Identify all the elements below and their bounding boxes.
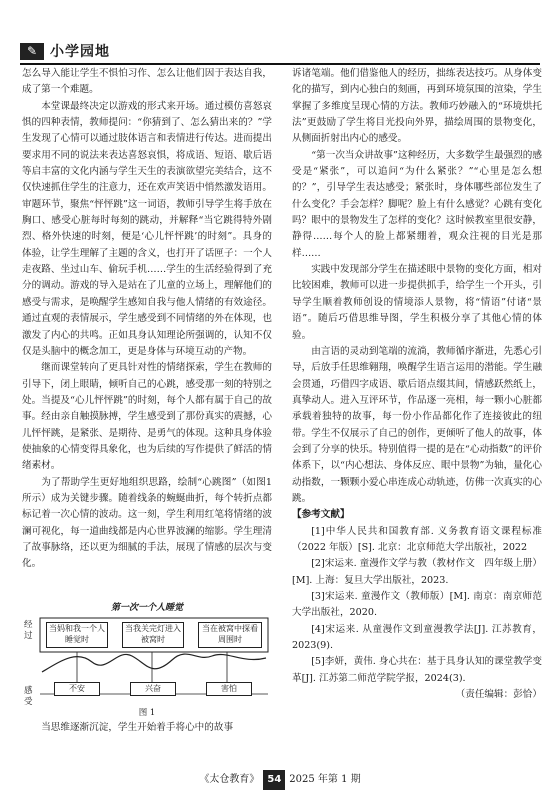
journal-name: 《太仓教育》 (199, 774, 260, 785)
figure-caption: 图 1 (138, 708, 156, 718)
paragraph: 怎么导入能让学生不惧怕习作、怎么让他们因于表达自我，成了第一个难题。 (22, 68, 272, 96)
paragraph: 由言语的灵动到笔端的流淌，教师循序渐进，先悉心引导，后放手任思维翱翔，唤醒学生语言运用的潜能。学生融会贯通，巧借四字成语、歇后语点缀其间，情感跃然纸上，真挚动人。进入互评环节，作品逐一亮相，每一颗小心脏都承载着独特的故事，每一份小作品都化作了连接彼此的纽带。学生不仅展示了自己的创作，更倾听了他人的故事，体会到了分享的快乐。特别值得一提的是在“心动指数”的评价体系下，以“内心想法、身体反应、眼中景物”为轴，量化心动指数，一颗颗小爱心串连成心动轨迹，仿佛一次真实的心跳。 (292, 345, 542, 504)
figure-side-top: 经过 (24, 620, 33, 641)
paragraph: 本堂课最终决定以游戏的形式来开场。通过模仿喜怒哀惧的四种表情，教师提问：“你猜到了、怎么猜出来的？”学生发现了心情可以通过肢体语言和表情进行传达。进而提出要求用不同的说法来表达喜怒哀惧，将成语、短语、歇后语等启丰富的文化内涵与学生天生的表演欲望完美结合，这不仅快速抓住学生的注意力，还在欢声笑语中悄然激发语用。审题环节，聚焦“怦怦跳”这一词语，教师引导学生将手放在胸口、感受心脏每时每刻的跳动，并解释“当它跳得特外剧烈、格外快速的时刻，便是‘心儿怦怦跳’的时刻”。具身的体验，让学生理解了主题的含义，也打开了话匣子：一个人走夜路、坐过山车、偷玩手机……学生的生活经验得到了充分的调动。游戏的导入是站在了儿童的立场上，理解他们的感受与需求，是唤醒学生感知自我与他人情绪的有效途径。通过直观的表情展示，学生感受到不同情绪的外在体现，也激发了内心的共鸣。正如具身认知理论所强调的，认知不仅仅是头脑中的概念加工，更是身体与环境互动的产物。 (22, 100, 272, 357)
reference-item: [3]宋运来. 童漫作文（教师版）[M]. 南京：南京师范大学出版社，2020. (292, 591, 542, 619)
page-header (20, 42, 540, 64)
reference-item: [1]中华人民共和国教育部. 义务教育语文课程标准（2022 年版）[S]. 北京：北京师范大学出版社，2022 (292, 525, 542, 553)
page-footer (0, 770, 560, 790)
issue-label: 2025 年第 1 期 (289, 774, 361, 785)
references-title: 【参考文献】 (292, 509, 350, 521)
left-column (22, 66, 272, 573)
left-column-bottom (22, 720, 272, 736)
paragraph: 当思维逐渐沉淀，学生开始着手将心中的故事 (41, 722, 234, 733)
feeling-box-3: 害怕 (206, 682, 252, 696)
figure-side-bottom: 感受 (24, 686, 33, 707)
page-number: 54 (263, 770, 285, 790)
header-rule (20, 63, 540, 65)
figure-box-3: 当在被窝中探看周围时 (198, 622, 262, 648)
paragraph: 继而课堂转向了更具针对性的情绪探索，学生在教师的引导下，闭上眼睛，倾听自己的心跳，感受那一刻的特别之处。当提及“心儿怦怦跳”的时刻，每个人都有属于自己的故事。经由亲自触摸脉搏，学生感受到了那份真实的震撼，心儿怦怦跳，是紧张、是期待、是勇气的体现。这种具身体验使抽象的心情变得具象化，也为后续的写作提供了鲜活的情绪素材。 (22, 362, 272, 472)
right-column (292, 66, 542, 703)
reference-item: [2]宋运来. 童漫作文学与教（教材作文 四年级上册）[M]. 上海：复旦大学出版社，2023. (292, 558, 542, 586)
paragraph: “第一次当众讲故事”这种经历，大多数学生最强烈的感受是“紧张”，可以追问“为什么紧张？”“心里是怎么想的？”，引导学生表达感受；紧张时，身体哪些部位发生了什么变化？手会怎样？脚呢？脸上有什么感觉？心跳有变化吗？眼中的景物发生了怎样的变化？这时候教室里很安静，静得……每个人的脸上都紧绷着，观众注视的目光是那样…… (292, 149, 542, 259)
feeling-box-2: 兴奋 (130, 682, 176, 696)
figure-title: 第一次一个人睡觉 (110, 603, 183, 613)
figure-box-1: 当妈和我一个人睡觉时 (46, 622, 108, 648)
feeling-box-1: 不安 (54, 682, 100, 696)
paragraph: 诉诸笔端。他们借鉴他人的经历，拙练表达技巧。从身体变化的描写，到内心独白的刻画，再到环境氛围的渲染，学生掌握了多维度呈现心情的方法。教师巧妙融入的“环境烘托法”更鼓励了学生将目光投向外界，描绘周围的景物变化，从侧面折射出内心的感受。 (292, 68, 542, 145)
editor-credit: （责任编辑：彭恰） (455, 689, 542, 701)
reference-item: [4]宋运来. 从童漫作文到童漫教学法[J]. 江苏教育，2023(9). (292, 623, 542, 652)
reference-item: [5]李妍，黄伟. 身心共在：基于具身认知的课堂教学变革[J]. 江苏第二师范学院学报，2024(3). (292, 656, 542, 684)
heartbeat-figure (22, 600, 272, 718)
heartbeat-curve (42, 654, 266, 672)
figure-box-2: 当我关完灯进入被窝时 (122, 622, 184, 648)
crossed-pen-icon: ✎ (20, 43, 44, 60)
paragraph: 实践中发现部分学生在描述眼中景物的变化方面，相对比较困难，教师可以进一步提供抓手，给学生一个开头，引导学生顺着教师创设的情境添人景物，将“情语”付诸“景语”。随后巧借思维导图，学生积极分享了其他心情的体验。 (292, 264, 542, 341)
paragraph: 为了帮助学生更好地组织思路，绘制“心跳图”（如图1所示）成为关键步骤。随着线条的蜿蜒曲折，每个转折点都标记着一次心情的波动。这一刻，学生利用红笔将情绪的波澜可视化，每一道曲线都是内心世界波澜的缩影。学生理清了故事脉络，还以更为细腻的手法，展现了情感的层次与变化。 (22, 476, 272, 570)
column-name: 小学园地 (50, 44, 110, 60)
